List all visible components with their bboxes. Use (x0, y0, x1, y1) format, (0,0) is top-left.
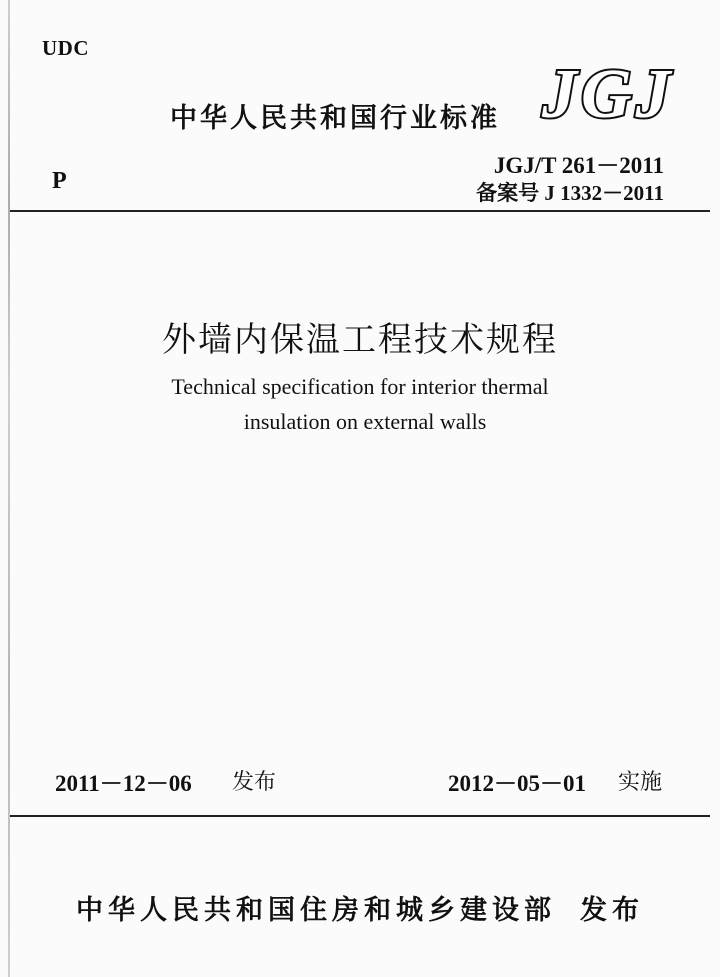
category-label: P (52, 168, 67, 194)
implementation-label: 实施 (618, 770, 663, 795)
document-title-english-line2: insulation on external walls (243, 409, 487, 434)
issue-date: 2011－12－06 (55, 771, 192, 796)
bottom-divider (10, 815, 710, 817)
jgj-logo: JGJ (542, 56, 675, 133)
implementation-date: 2012－05－01 (448, 771, 586, 796)
publisher-name: 中华人民共和国住房和城乡建设部 (76, 895, 556, 926)
document-title-chinese: 外墙内保温工程技术规程 (162, 320, 558, 360)
document-title-english-line1: Technical specification for interior thermal (171, 374, 549, 399)
standard-code: JGJ/T 261－2011 (493, 153, 664, 178)
top-divider (10, 210, 710, 212)
page-edge-shadow (8, 0, 10, 977)
udc-label: UDC (42, 36, 89, 60)
industry-standard-heading: 中华人民共和国行业标准 (170, 103, 500, 134)
issue-label: 发布 (232, 770, 277, 795)
record-number: 备案号 J 1332－2011 (476, 181, 664, 205)
publish-label: 发布 (580, 895, 644, 926)
